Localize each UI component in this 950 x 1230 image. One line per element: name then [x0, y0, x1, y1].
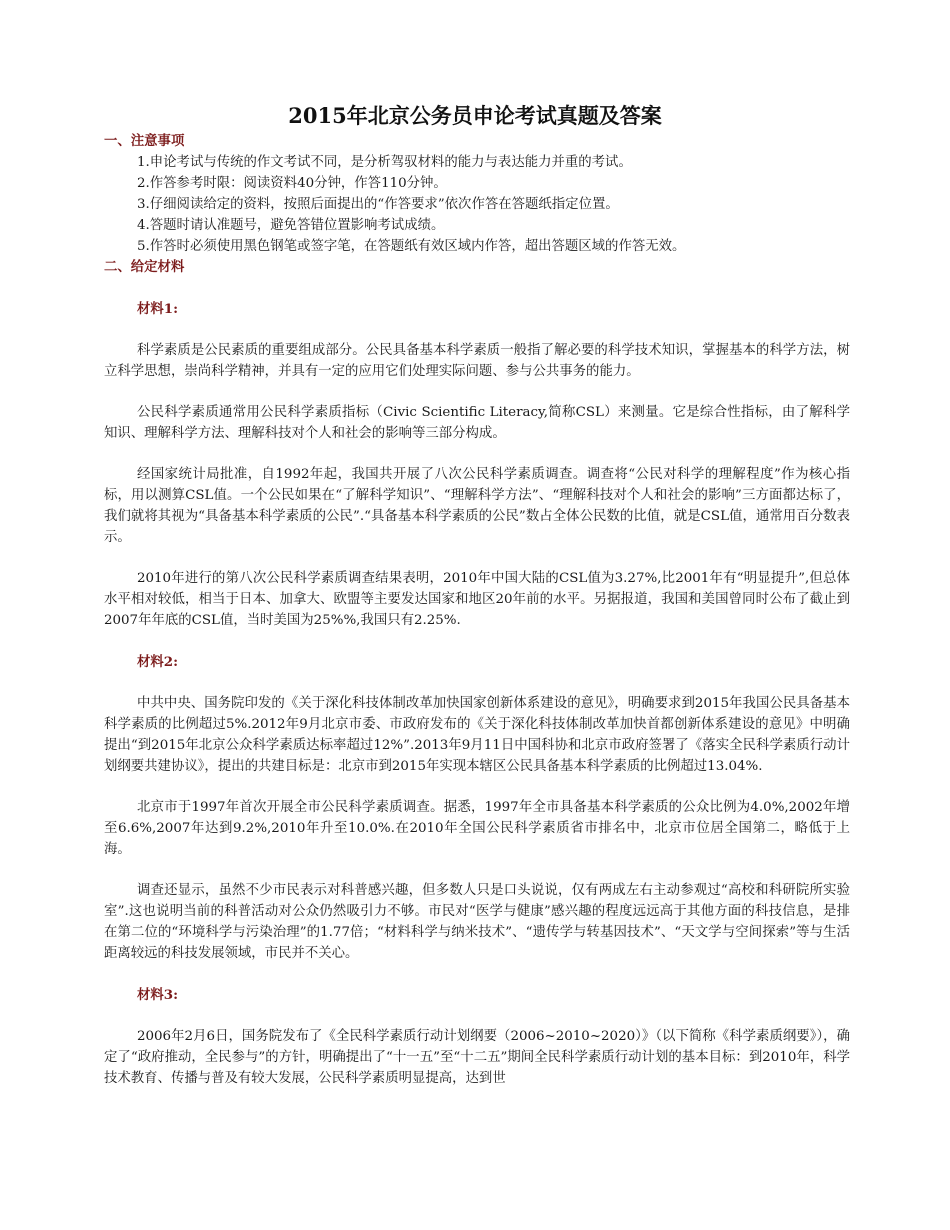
section-heading-notes: 一、注意事项	[104, 133, 185, 149]
material-paragraph: 经国家统计局批准，自1992年起，我国共开展了八次公民科学素质调查。调查将“公民对科学的理解程度”作为核心指标，用以测算CSL值。一个公民如果在“了解科学知识”、“理解科学方法”、“理解科技对个人和社会的影响”三方面都达标了，我们就将其视为“具备基本科学素质的公民”.“具备基本科学素质的公民”数占全体公民数的比值，就是CSL值，通常用百分数表示。	[104, 467, 850, 545]
material-paragraph: 科学素质是公民素质的重要组成部分。公民具备基本科学素质一般指了解必要的科学技术知识，掌握基本的科学方法，树立科学思想，崇尚科学精神，并具有一定的应用它们处理实际问题、参与公共事务的能力。	[104, 343, 850, 379]
section-heading-materials: 二、给定材料	[104, 259, 185, 275]
material-label: 材料2:	[137, 654, 179, 670]
document-body	[104, 131, 850, 1089]
note-item: 4.答题时请认准题号，避免答错位置影响考试成绩。	[137, 218, 445, 233]
note-item: 5.作答时必须使用黑色钢笔或签字笔，在答题纸有效区域内作答，超出答题区域的作答无效。	[137, 239, 686, 254]
material-paragraph: 中共中央、国务院印发的《关于深化科技体制改革加快国家创新体系建设的意见》，明确要求到2015年我国公民具备基本科学素质的比例超过5%.2012年9月北京市委、市政府发布的《关于深化科技体制改革加快首都创新体系建设的意见》中明确提出“到2015年北京公众科学素质达标率超过12%”.2013年9月11日中国科协和北京市政府签署了《落实全民科学素质行动计划纲要共建协议》，提出的共建目标是：北京市到2015年实现本辖区公民具备基本科学素质的比例超过13.04%.	[104, 696, 850, 774]
material-label: 材料1:	[137, 301, 179, 317]
material-paragraph: 调查还显示，虽然不少市民表示对科普感兴趣，但多数人只是口头说说，仅有两成左右主动参观过“高校和科研院所实验室”.这也说明当前的科普活动对公众仍然吸引力不够。市民对“医学与健康”感兴趣的程度远远高于其他方面的科技信息，是排在第二位的“环境科学与污染治理”的1.77倍；“材料科学与纳米技术”、“遗传学与转基因技术”、“天文学与空间探索”等与生活距离较远的科技发展领域，市民并不关心。	[104, 883, 850, 961]
material-label: 材料3:	[137, 987, 179, 1003]
note-item: 2.作答参考时限：阅读资料40分钟，作答110分钟。	[137, 176, 447, 191]
material-paragraph: 北京市于1997年首次开展全市公民科学素质调查。据悉，1997年全市具备基本科学素质的公众比例为4.0%,2002年增至6.6%,2007年达到9.2%,2010年升至10.0%.在2010年全国公民科学素质省市排名中，北京市位居全国第二，略低于上海。	[104, 800, 850, 857]
material-paragraph: 2010年进行的第八次公民科学素质调查结果表明，2010年中国大陆的CSL值为3.27%,比2001年有“明显提升”,但总体水平相对较低，相当于日本、加拿大、欧盟等主要发达国家和地区20年前的水平。另据报道，我国和美国曾同时公布了截止到2007年年底的CSL值，当时美国为25%%,我国只有2.25%.	[104, 571, 850, 628]
material-paragraph: 公民科学素质通常用公民科学素质指标（Civic Scientific Literacy,简称CSL）来测量。它是综合性指标，由了解科学知识、理解科学方法、理解科技对个人和社会的影响等三部分构成。	[104, 405, 850, 441]
material-paragraph: 2006年2月6日，国务院发布了《全民科学素质行动计划纲要（2006~2010~2020）》（以下简称《科学素质纲要》），确定了“政府推动，全民参与”的方针，明确提出了“十一五”至“十二五”期间全民科学素质行动计划的基本目标：到2010年，科学技术教育、传播与普及有较大发展，公民科学素质明显提高，达到世	[104, 1029, 850, 1086]
document-title: 2015年北京公务员申论考试真题及答案	[288, 103, 662, 128]
note-item: 1.申论考试与传统的作文考试不同，是分析驾驭材料的能力与表达能力并重的考试。	[137, 155, 632, 170]
note-item: 3.仔细阅读给定的资料，按照后面提出的“作答要求”依次作答在答题纸指定位置。	[137, 197, 619, 212]
